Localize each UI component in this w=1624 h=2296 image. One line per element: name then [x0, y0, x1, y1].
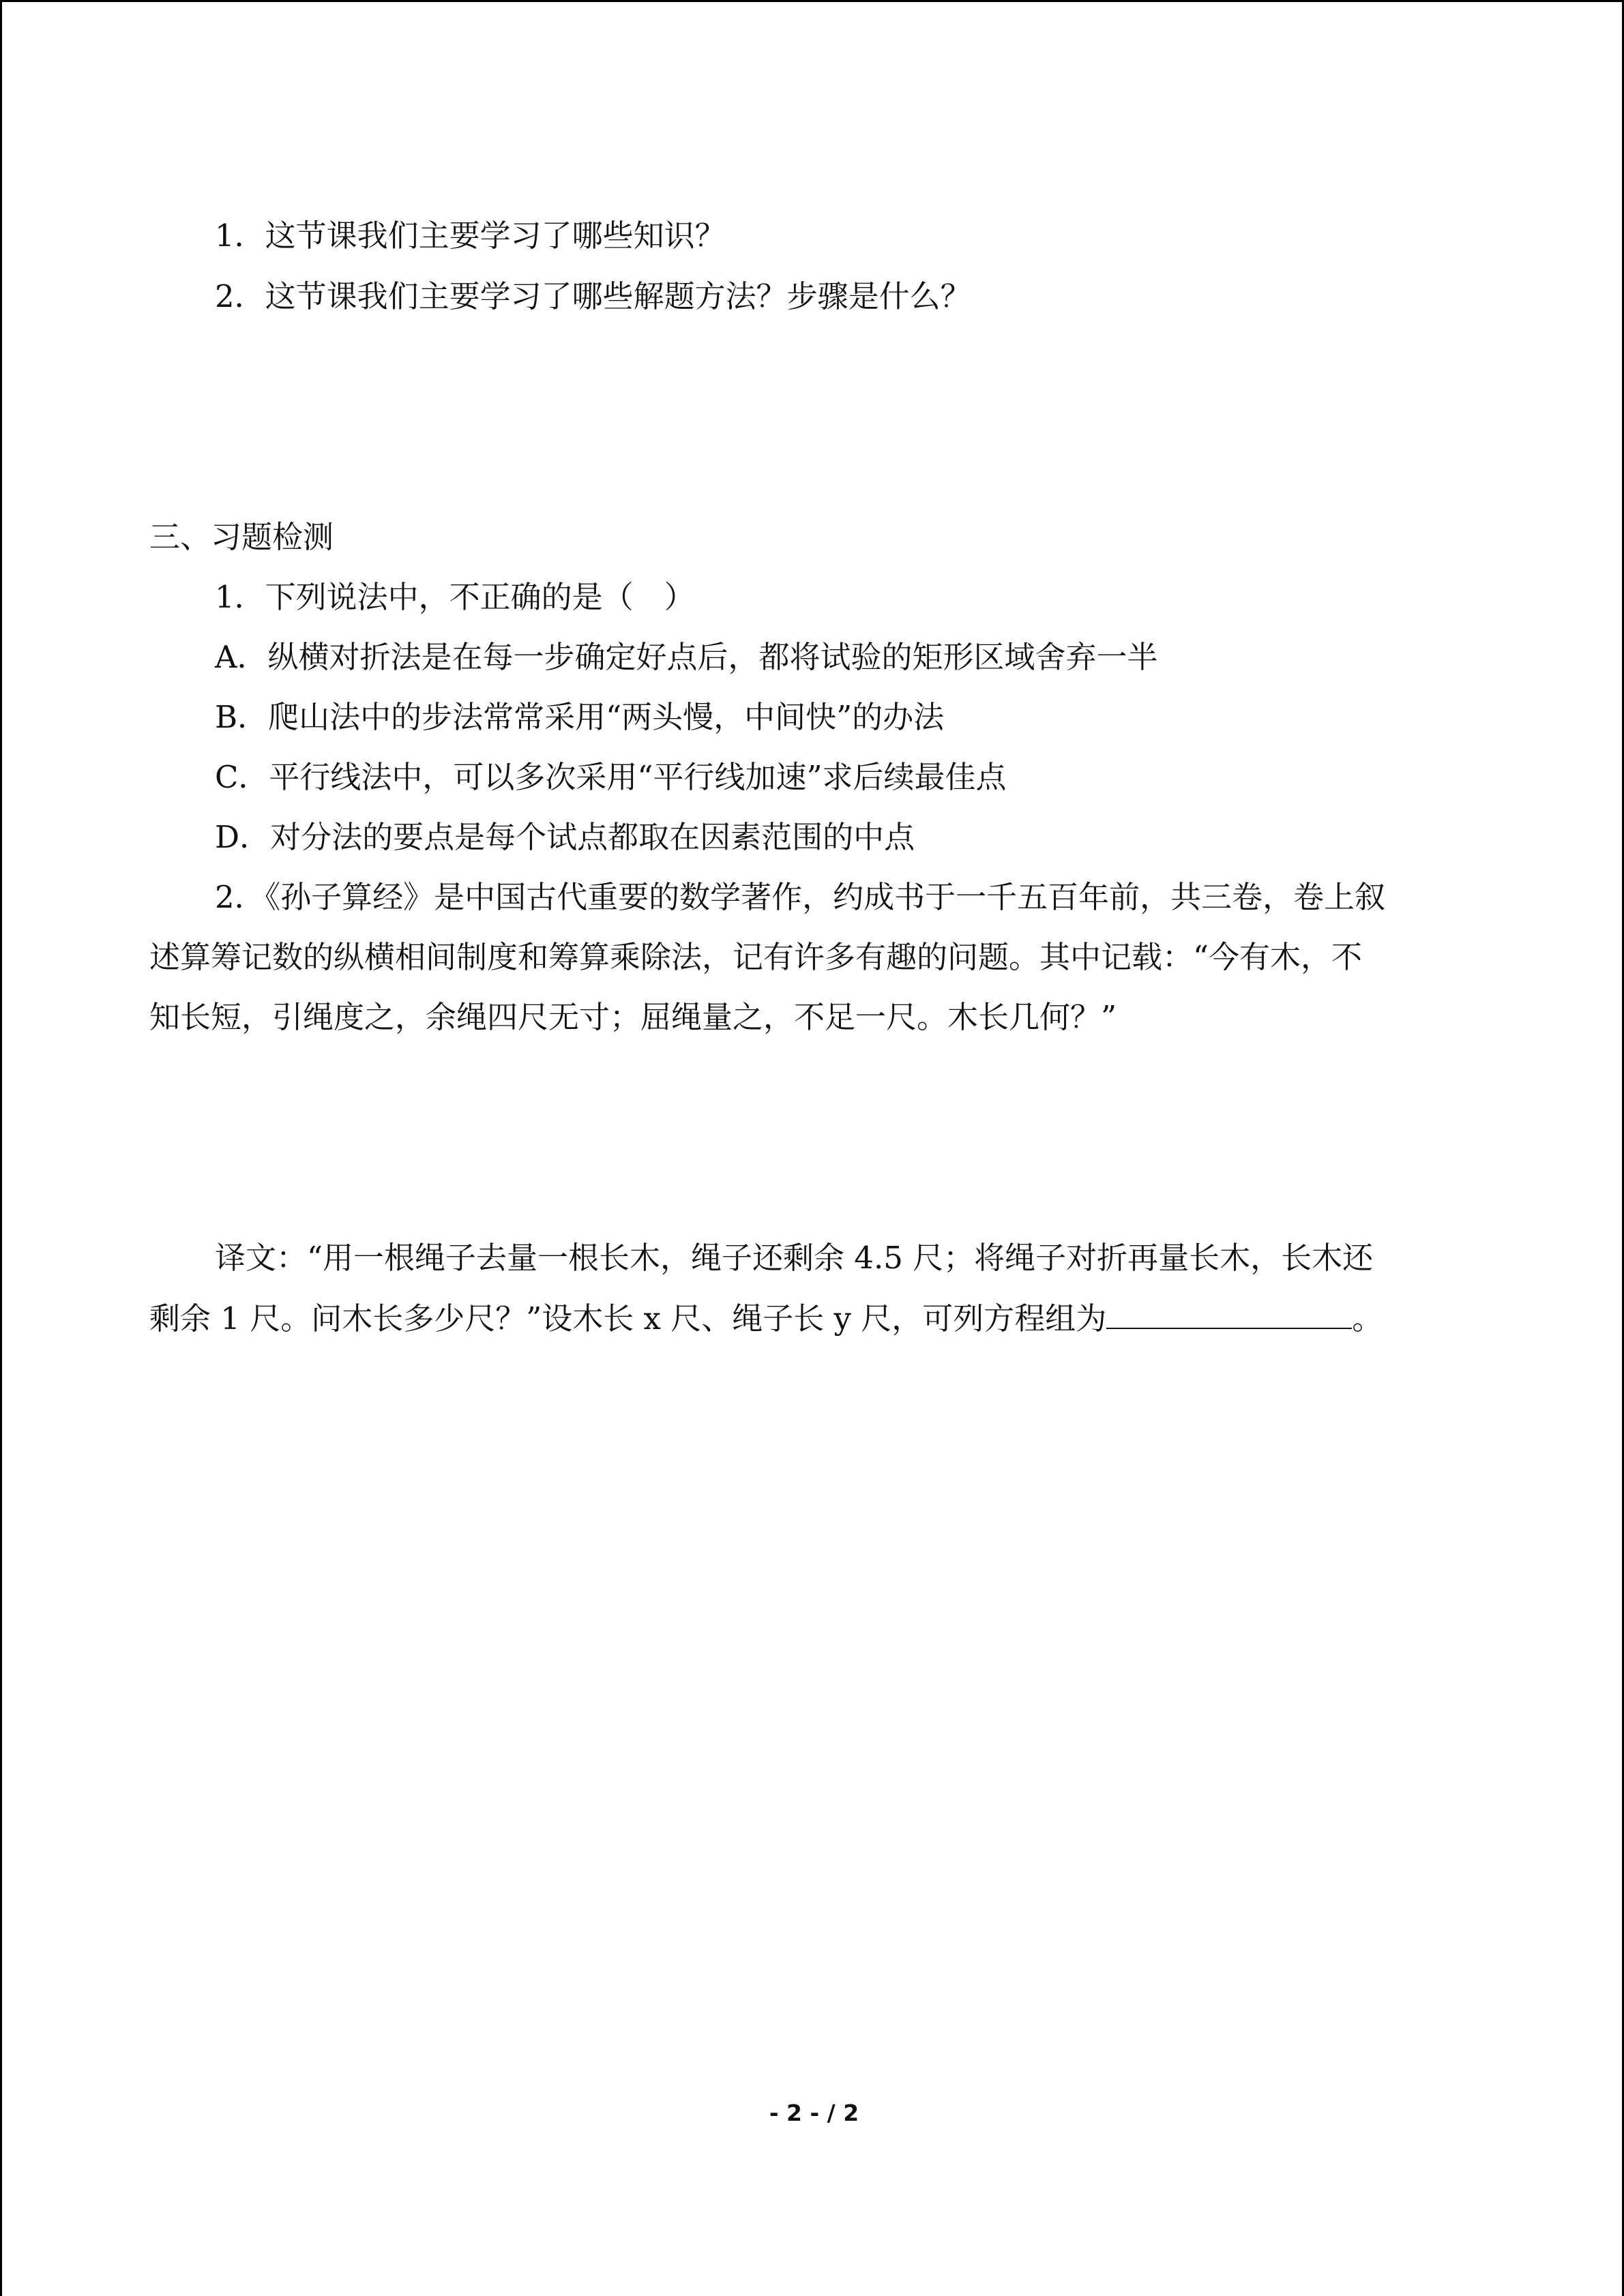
question-1-option-c: C．平行线法中，可以多次采用“平行线加速”求后续最佳点	[215, 759, 1007, 795]
translation-end: 。	[1352, 1300, 1383, 1337]
question-1-stem: 1．下列说法中，不正确的是（ ）	[215, 579, 695, 615]
question-1-option-a: A．纵横对折法是在每一步确定好点后，都将试验的矩形区域舍弃一半	[215, 639, 1158, 675]
translation-line-1: 译文：“用一根绳子去量一根长木，绳子还剩余 4.5 尺；将绳子对折再量长木，长木还	[215, 1240, 1374, 1276]
section-heading: 三、习题检测	[149, 519, 334, 555]
question-2-line-3: 知长短，引绳度之，余绳四尺无寸；屈绳量之，不足一尺。木长几何？”	[149, 999, 1117, 1035]
translation-text: 剩余 1 尺。问木长多少尺？”设木长 x 尺、绳子长 y 尺，可列方程组为	[149, 1300, 1107, 1337]
summary-question-2: 2．这节课我们主要学习了哪些解题方法？步骤是什么？	[215, 278, 971, 314]
translation-line-2	[149, 1298, 1383, 1339]
question-1-option-d: D．对分法的要点是每个试点都取在因素范围的中点	[215, 819, 915, 855]
answer-blank[interactable]	[1106, 1298, 1352, 1329]
question-2-line-2: 述算筹记数的纵横相间制度和筹算乘除法，记有许多有趣的问题。其中记载：“今有木，不	[149, 939, 1363, 975]
page-number: - 2 - / 2	[769, 2100, 859, 2126]
summary-question-1: 1．这节课我们主要学习了哪些知识？	[215, 218, 726, 254]
question-2-line-1: 2．《孙子算经》是中国古代重要的数学著作，约成书于一千五百年前，共三卷，卷上叙	[215, 879, 1386, 915]
question-1-option-b: B．爬山法中的步法常常采用“两头慢，中间快”的办法	[215, 699, 945, 735]
